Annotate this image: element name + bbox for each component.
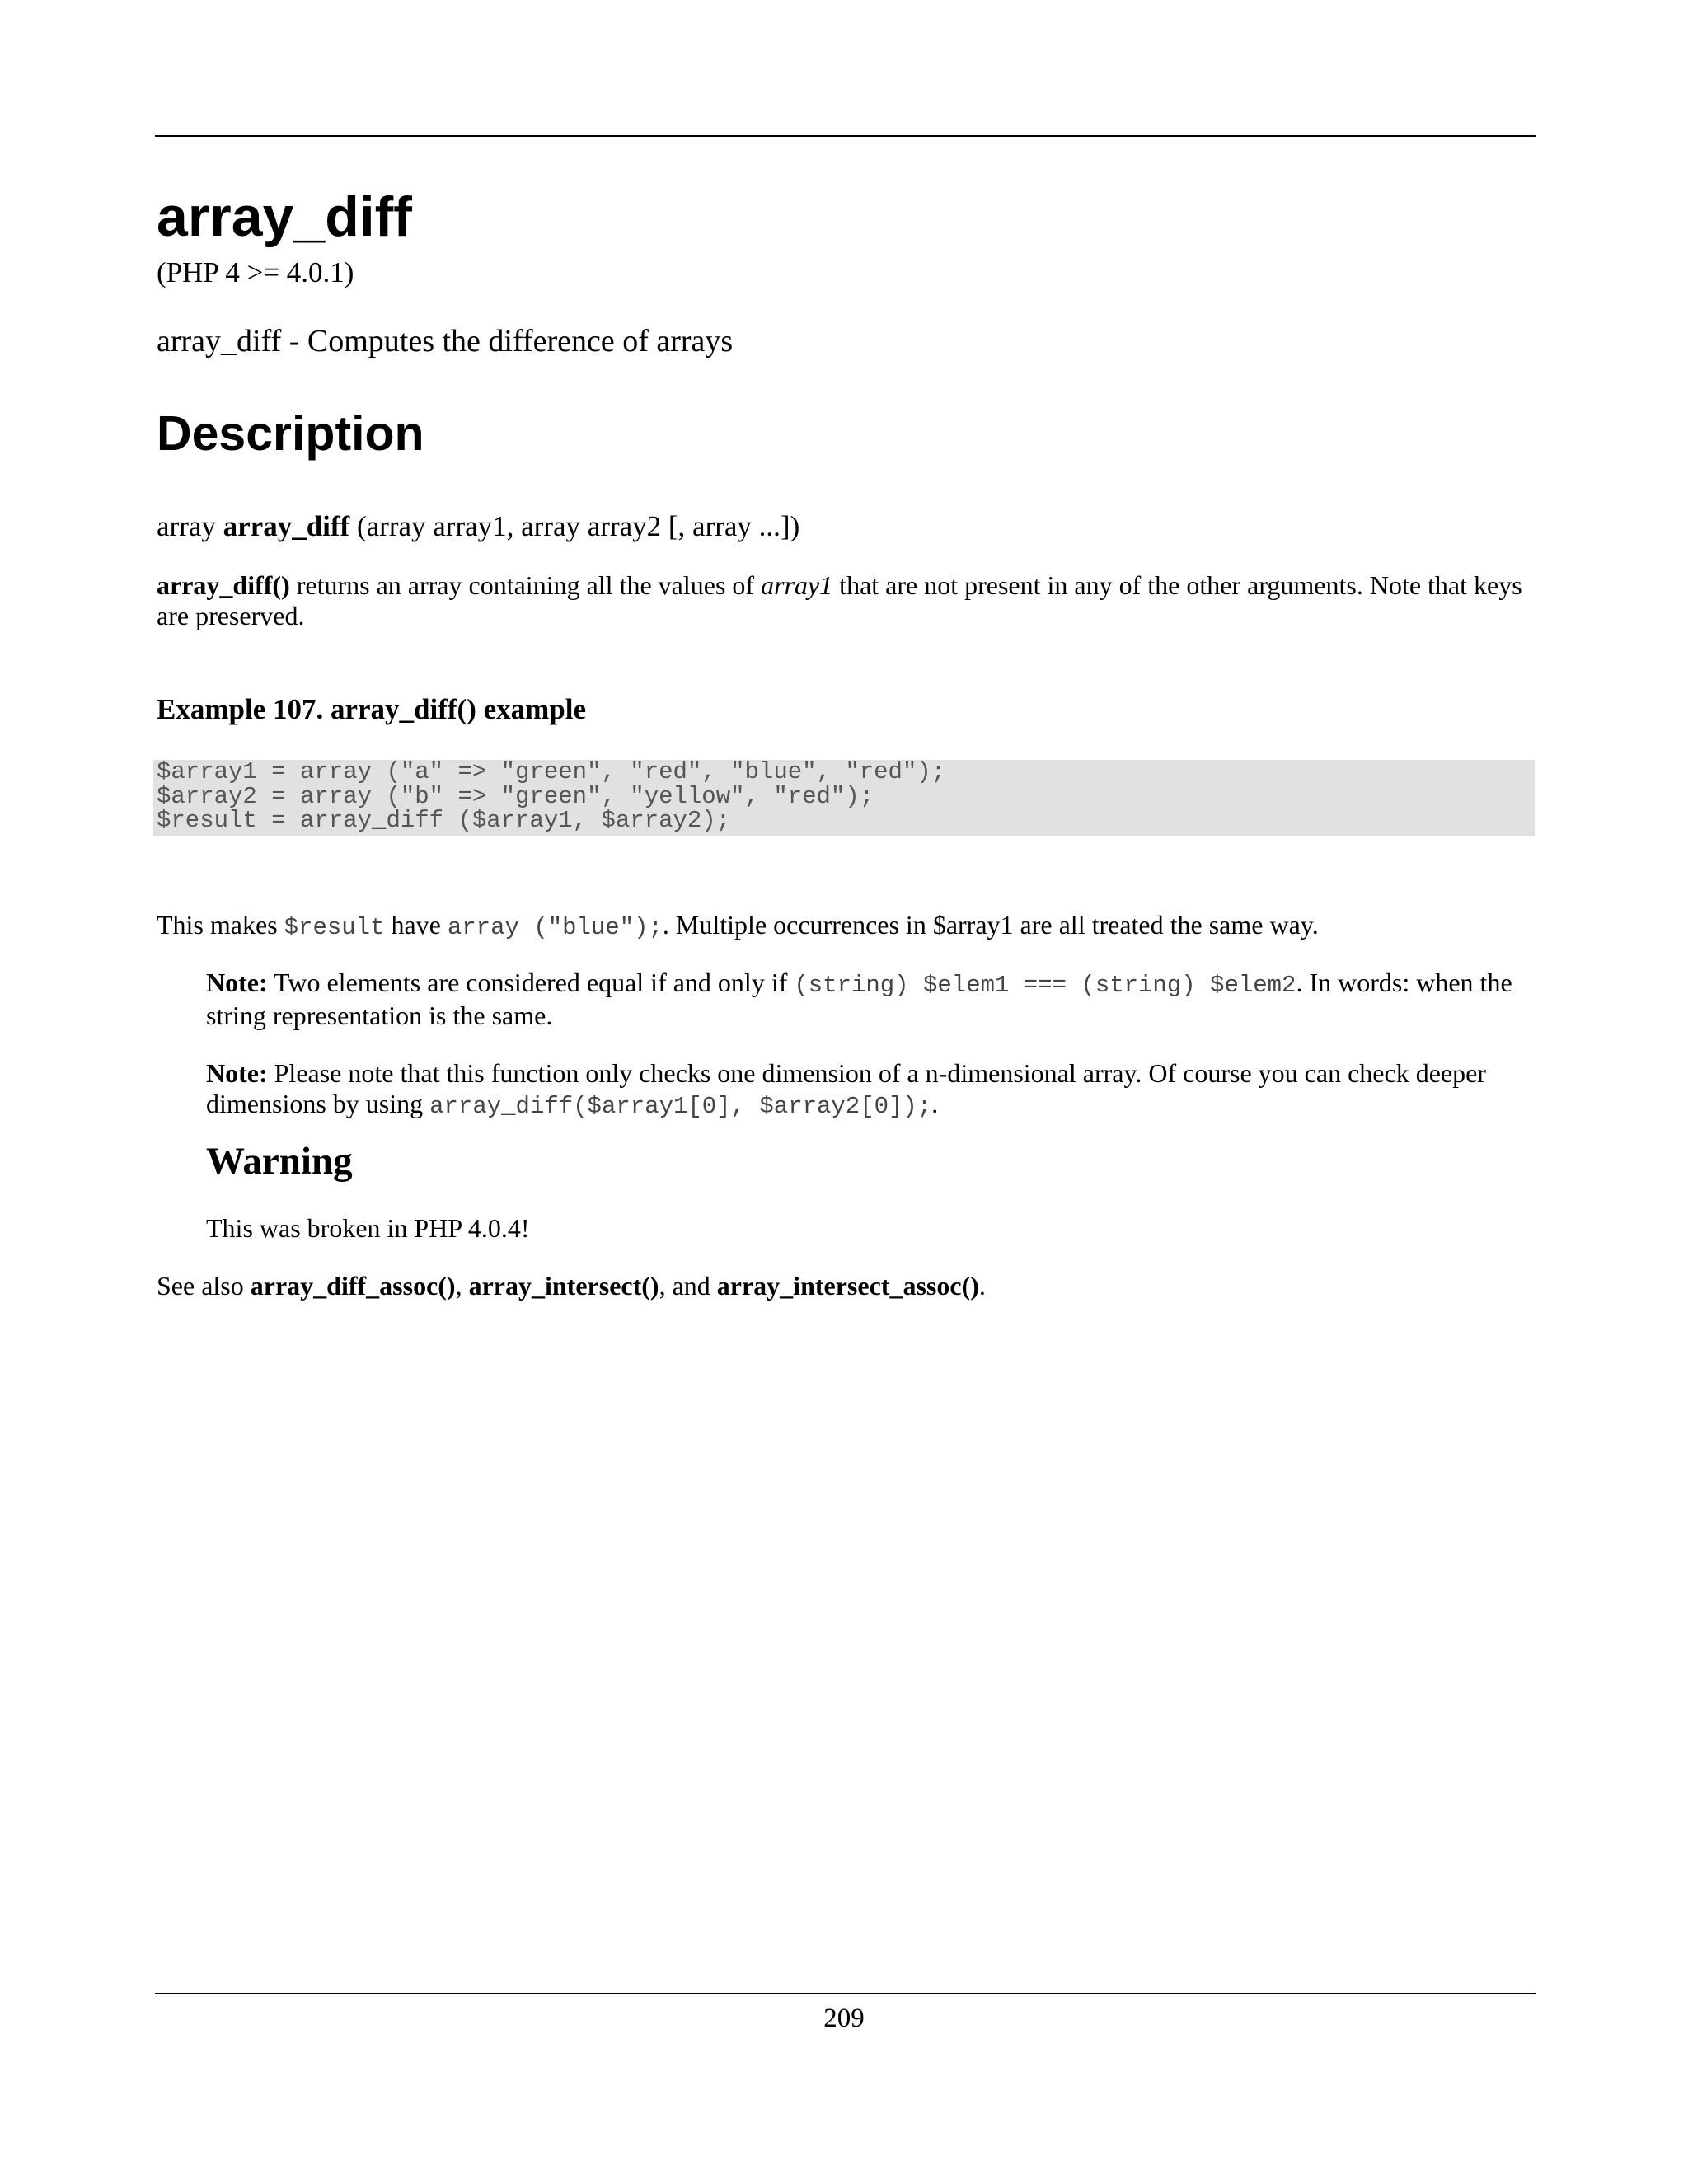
page-title: array_diff <box>157 185 412 248</box>
note2-text-2: . <box>931 1089 939 1118</box>
desc-text-2: that are not present in any of the other arguments. Note that keys are preserved. <box>157 570 1522 630</box>
note-dimensions <box>206 1058 1535 1122</box>
see-also-sep: , <box>455 1271 469 1301</box>
function-synopsis <box>157 509 799 544</box>
refpurpose: array_diff - Computes the difference of arrays <box>157 324 734 359</box>
note-label: Note: <box>206 1058 268 1088</box>
result-code-array: array ("blue"); <box>447 914 663 941</box>
result-paragraph <box>157 910 1535 943</box>
page-number: 209 <box>823 2004 865 2033</box>
synopsis-function-name: array_diff <box>223 510 350 542</box>
desc-param: array1 <box>761 570 833 600</box>
header-rule <box>155 135 1536 137</box>
result-text-3: . Multiple occurrences in $array1 are all treated the same way. <box>662 910 1319 940</box>
see-also-link-intersect-assoc: array_intersect_assoc() <box>716 1271 979 1301</box>
code-line: $array2 = array ("b" => "green", "yellow", "red"); <box>157 782 874 810</box>
note-equality <box>206 968 1535 1031</box>
note1-text-1: Two elements are considered equal if and only if <box>267 968 795 997</box>
code-block <box>153 760 1535 836</box>
warning-title: Warning <box>206 1140 353 1183</box>
note-label: Note: <box>206 968 268 997</box>
code-line: $array1 = array ("a" => "green", "red", "blue", "red"); <box>157 758 946 785</box>
desc-function-ref: array_diff() <box>157 570 290 600</box>
code-line: $result = array_diff ($array1, $array2); <box>157 807 731 834</box>
synopsis-params: (array array1, array array2 [, array ...]) <box>349 510 800 542</box>
note1-code: (string) $elem1 === (string) $elem2 <box>794 972 1296 999</box>
see-also-sep: , and <box>659 1271 717 1301</box>
note2-code: array_diff($array1[0], $array2[0]); <box>429 1093 932 1120</box>
note2-text-1: Please note that this function only checks one dimension of a n-dimensional array. Of course you can check deeper dimensions by using <box>206 1058 1486 1118</box>
result-text-1: This makes <box>157 910 284 940</box>
warning-text: This was broken in PHP 4.0.4! <box>206 1213 530 1243</box>
note1-text-2: . In words: when the string representation is the same. <box>206 968 1512 1030</box>
synopsis-return-type: array <box>157 510 216 542</box>
see-also-end: . <box>978 1271 986 1301</box>
description-heading: Description <box>157 406 424 461</box>
desc-text-1: returns an array containing all the values of <box>289 570 762 600</box>
see-also-link-diff-assoc: array_diff_assoc() <box>250 1271 456 1301</box>
description-paragraph <box>157 570 1535 631</box>
see-also-link-intersect: array_intersect() <box>468 1271 659 1301</box>
example-title: Example 107. array_diff() example <box>157 693 587 725</box>
see-also-prefix: See also <box>157 1271 251 1301</box>
result-text-2: have <box>384 910 448 940</box>
footer-rule <box>155 1993 1536 1994</box>
result-code-var: $result <box>284 914 385 941</box>
version-info: (PHP 4 >= 4.0.1) <box>157 256 354 288</box>
see-also <box>157 1271 1535 1301</box>
